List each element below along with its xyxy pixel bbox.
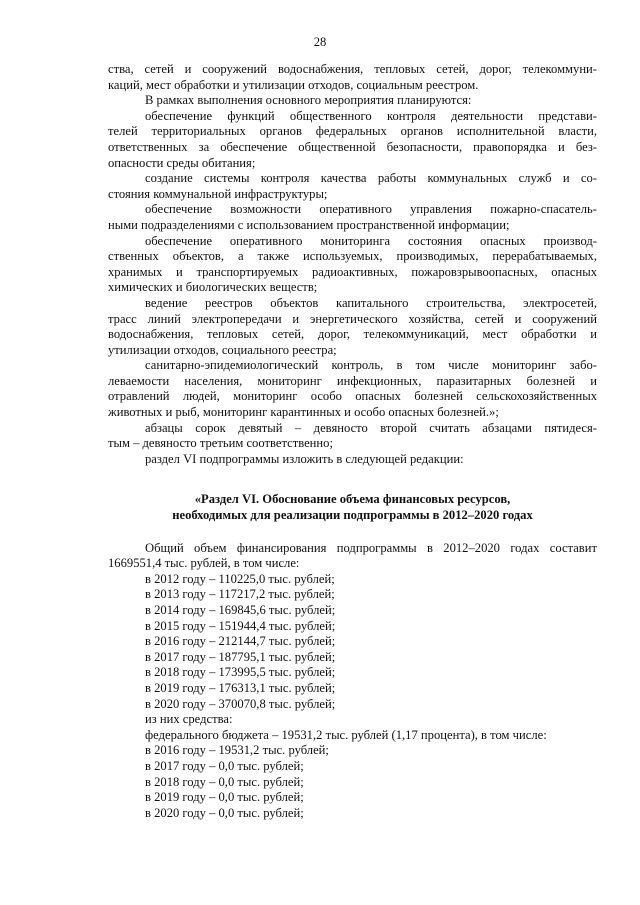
list-item: в 2020 году – 0,0 тыс. рублей; [145,805,304,820]
paragraph [108,234,597,296]
paragraph [108,171,597,202]
document-body [108,62,597,821]
sources-label: из них средства: [145,712,233,727]
text-line: стояния коммунальной инфраструктуры; [108,186,328,201]
text-line: 1669551,4 тыс. рублей, в том числе: [108,556,300,571]
text-line: обеспечение функций общественного контроля деятельности представи- [145,108,597,123]
text-line: раздел VI подпрограммы изложить в следующей редакции: [145,451,464,466]
text-line: отравлений людей, мониторинг особо опасных болезней сельскохозяйственных [108,389,597,404]
text-line: хранимых и транспортируемых радиоактивных, пожаровзрывоопасных, опасных [108,264,597,279]
text-line: обеспечение возможности оперативного управления пожарно-спасатель- [145,202,597,217]
text-line: химических и биологических веществ; [108,280,318,295]
list-item: в 2018 году – 0,0 тыс. рублей; [145,774,304,789]
text-line: санитарно-эпидемиологический контроль, в том числе мониторинг забо- [145,358,597,373]
text-line: ственных объектов, а также используемых, производимых, перерабатываемых, [108,249,597,264]
text-line: ными подразделениями с использованием пространственной информации; [108,217,510,232]
list-item: в 2017 году – 0,0 тыс. рублей; [145,758,304,773]
text-line: водоснабжения, тепловых сетей, дорог, телекоммуникаций, мест обработки и [108,327,597,342]
list-item: в 2015 году – 151944,4 тыс. рублей; [145,618,336,633]
list-item: в 2020 году – 370070,8 тыс. рублей; [145,696,336,711]
list-item: в 2019 году – 176313,1 тыс. рублей; [145,680,336,695]
text-line: трасс линий электропередачи и энергетического хозяйства, сетей и сооружений [108,311,597,326]
text-line: ответственных за обеспечение общественной безопасности, правопорядка и без- [108,139,597,154]
text-line: животных и рыб, мониторинг карантинных и особо опасных болезней.»; [108,405,499,420]
page-number: 28 [313,35,327,49]
text-line: каций, мест обработки и утилизации отходов, социальным реестром. [108,77,479,92]
text-line: ства, сетей и сооружений водоснабжения, тепловых сетей, дорог, телекоммуни- [108,62,597,76]
finance-years-list [108,572,597,712]
paragraph [108,202,597,233]
list-item: в 2019 году – 0,0 тыс. рублей; [145,790,304,805]
text-line: леваемости населения, мониторинг инфекционных, паразитарных болезней и [108,373,597,388]
text-line: ведение реестров объектов капитального строительства, электросетей, [145,295,597,310]
list-item: в 2016 году – 19531,2 тыс. рублей; [145,743,329,758]
list-item: в 2016 году – 212144,7 тыс. рублей; [145,634,336,649]
list-item: в 2012 году – 110225,0 тыс. рублей; [145,571,335,586]
paragraph [108,109,597,171]
paragraph [108,296,597,358]
list-item: в 2018 году – 173995,5 тыс. рублей; [145,665,336,680]
federal-years-list [108,743,597,821]
list-item: в 2013 году – 117217,2 тыс. рублей; [145,587,335,602]
finance-intro [108,541,597,572]
text-line: телей территориальных органов федеральных органов исполнительной власти, [108,124,597,139]
list-item: в 2014 году – 169845,6 тыс. рублей; [145,603,336,617]
text-line: Общий объем финансирования подпрограммы в 2012–2020 годах составит [145,540,597,555]
text-line: тым – девяносто третьим соответственно; [108,436,333,451]
section-heading [108,492,597,523]
text-line: обеспечение оперативного мониторинга состояния опасных производ- [145,233,597,248]
heading-line: «Раздел VI. Обоснование объема финансовых ресурсов, [194,492,511,507]
text-line: опасности среды обитания; [108,155,256,170]
list-item: в 2017 году – 187795,1 тыс. рублей; [145,649,336,664]
paragraph [108,452,597,468]
text-line: создание системы контроля качества работы коммунальных служб и со- [145,171,597,186]
paragraph [108,358,597,420]
text-line: утилизации отходов, социального реестра; [108,342,337,357]
text-line: В рамках выполнения основного мероприятия планируются: [145,93,472,108]
paragraph [108,93,597,109]
text-line: абзацы сорок девятый – девяносто второй считать абзацами пятидеся- [145,420,597,435]
paragraph [108,421,597,452]
heading-line: необходимых для реализации подпрограммы в 2012–2020 годах [172,508,533,523]
paragraph [108,62,597,93]
federal-budget-line: федерального бюджета – 19531,2 тыс. рублей (1,17 процента), в том числе: [145,727,547,742]
